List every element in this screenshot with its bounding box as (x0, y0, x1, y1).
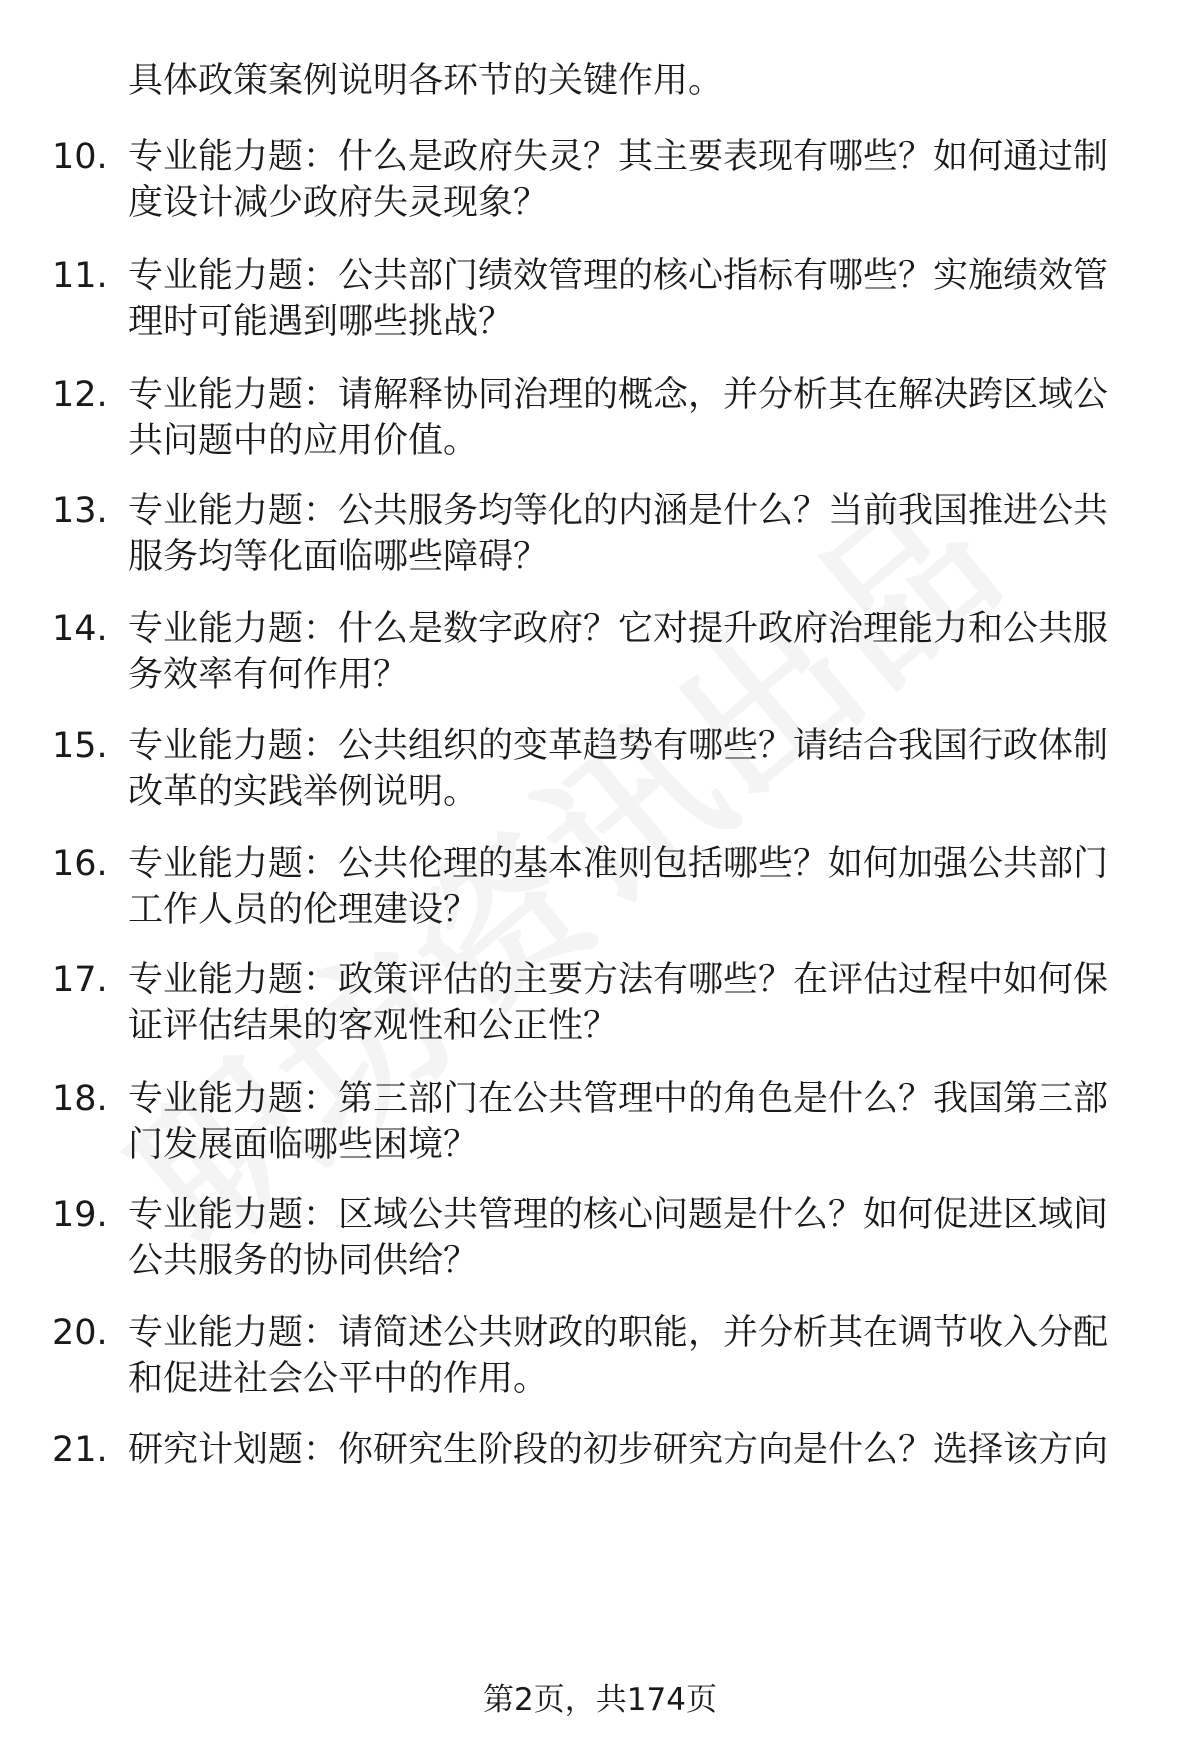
item-number: 16. (52, 844, 108, 884)
item-text-line: 专业能力题：公共服务均等化的内涵是什么？当前我国推进公共 (128, 491, 1109, 531)
continuation-line: 具体政策案例说明各环节的关键作用。 (128, 61, 724, 101)
item-number: 14. (52, 609, 108, 649)
item-text-line: 和促进社会公平中的作用。 (128, 1359, 549, 1399)
item-number: 11. (52, 256, 108, 296)
item-text-line: 工作人员的伦理建设？ (128, 890, 479, 930)
item-number: 13. (52, 491, 108, 531)
item-number: 18. (52, 1079, 108, 1119)
item-text-line: 专业能力题：政策评估的主要方法有哪些？在评估过程中如何保 (128, 960, 1109, 1000)
item-text-line: 专业能力题：请解释协同治理的概念，并分析其在解决跨区域公 (128, 375, 1109, 415)
item-text-line: 专业能力题：第三部门在公共管理中的角色是什么？我国第三部 (128, 1079, 1109, 1119)
item-text-line: 理时可能遇到哪些挑战？ (128, 302, 514, 342)
item-text-line: 度设计减少政府失灵现象？ (128, 183, 549, 223)
item-text-line: 专业能力题：公共部门绩效管理的核心指标有哪些？实施绩效管 (128, 256, 1109, 296)
item-text-line: 门发展面临哪些困境？ (128, 1125, 479, 1165)
item-number: 20. (52, 1313, 108, 1353)
item-text-line: 专业能力题：请简述公共财政的职能，并分析其在调节收入分配 (128, 1313, 1109, 1353)
item-number: 10. (52, 137, 108, 177)
page-footer: 第2页，共174页 (483, 1682, 717, 1718)
item-text-line: 证评估结果的客观性和公正性？ (128, 1006, 619, 1046)
item-text-line: 专业能力题：区域公共管理的核心问题是什么？如何促进区域间 (128, 1195, 1109, 1235)
item-text-line: 专业能力题：公共组织的变革趋势有哪些？请结合我国行政体制 (128, 726, 1109, 766)
item-number: 19. (52, 1195, 108, 1235)
item-text-line: 研究计划题：你研究生阶段的初步研究方向是什么？选择该方向 (128, 1430, 1109, 1470)
item-text-line: 专业能力题：什么是政府失灵？其主要表现有哪些？如何通过制 (128, 137, 1109, 177)
item-text-line: 专业能力题：公共伦理的基本准则包括哪些？如何加强公共部门 (128, 844, 1109, 884)
item-number: 15. (52, 726, 108, 766)
item-text-line: 公共服务的协同供给？ (128, 1241, 479, 1281)
item-text-line: 共问题中的应用价值。 (128, 421, 479, 461)
item-text-line: 服务均等化面临哪些障碍？ (128, 537, 549, 577)
item-text-line: 专业能力题：什么是数字政府？它对提升政府治理能力和公共服 (128, 609, 1109, 649)
item-text-line: 改革的实践举例说明。 (128, 772, 479, 812)
item-number: 21. (52, 1430, 108, 1470)
item-number: 12. (52, 375, 108, 415)
item-number: 17. (52, 960, 108, 1000)
item-text-line: 务效率有何作用？ (128, 655, 409, 695)
